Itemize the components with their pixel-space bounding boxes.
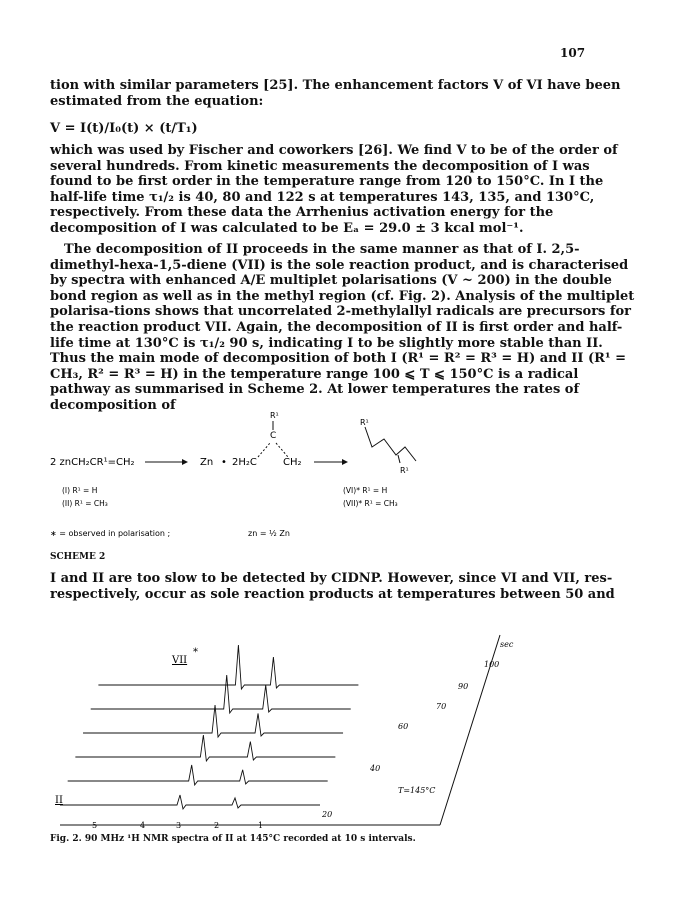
nmr-spectra-figure [0,625,680,855]
label-II: II [55,795,63,806]
paragraph-3 [50,242,635,414]
spectrum-trace [60,795,320,809]
product-bond [398,455,400,463]
figure-axes [60,635,500,825]
label-VII-star: * [193,647,198,658]
label-VII: VII [172,655,188,666]
footnote-star: ∗ = observed in polarisation ; [50,529,171,538]
spectrum-trace [98,645,358,689]
time-100: 100 [484,660,500,669]
spectrum-trace [83,705,343,737]
equation: V = I(t)/I₀(t) × (t/T₁) [50,121,198,136]
footnote-zn: zn = ½ Zn [248,529,290,538]
label-compound-II: (II) R¹ = CH₃ [62,499,108,508]
paragraph-4 [50,571,635,602]
allyl-bonds [258,443,288,457]
ppm-2: 2 [214,821,220,830]
scheme-2-diagram [0,405,680,555]
time-40: 40 [370,764,381,773]
ppm-5: 5 [92,821,98,830]
scheme-r1-top: R¹ [270,411,279,420]
time-70: 70 [436,702,447,711]
scheme-intermediate-dot: • [221,457,227,468]
product-skeleton [365,427,416,461]
time-60: 60 [398,722,409,731]
temperature-label: T=145°C [398,786,436,795]
scheme-ch2-right: CH₂ [283,457,302,468]
product-r1-top: R¹ [360,418,369,427]
ppm-4: 4 [140,821,146,830]
paragraph-2 [50,143,635,237]
product-r1-bottom: R¹ [400,466,409,475]
scheme-ch2-left: 2H₂C [232,457,257,468]
spectrum-trace [68,765,328,785]
scheme-c: C [270,431,277,441]
figure-caption: Fig. 2. 90 MHz ¹H NMR spectra of II at 145°C recorded at 10 s intervals. [50,834,416,844]
paragraph-4-text: I and II are too slow to be detected by CIDNP. However, since VI and VII, res-respectively, occur as sole reaction products at temperatures between 50 and [50,571,615,602]
scheme-reactant: 2 znCH₂CR¹=CH₂ [50,457,135,468]
time-20: 20 [322,810,333,819]
arrow-head-2 [342,459,348,465]
ppm-3: 3 [176,821,182,830]
paragraph-1-text: tion with similar parameters [25]. The enhancement factors V of VI have been estimated from the equation: [50,78,621,109]
label-compound-VI: (VI)* R¹ = H [343,486,388,495]
sec-label: sec [500,640,514,649]
scheme-title: SCHEME 2 [50,552,106,562]
arrow-head-1 [182,459,188,465]
label-compound-I: (I) R¹ = H [62,486,98,495]
spectrum-trace [75,735,335,761]
label-compound-VII: (VII)* R¹ = CH₃ [343,499,398,508]
ppm-1: 1 [258,821,264,830]
scheme-intermediate-zn: Zn [200,457,214,468]
spectrum-trace [91,675,351,713]
paragraph-3-text: The decomposition of II proceeds in the same manner as that of I. 2,5-dimethyl-hexa-1,5-diene (VII) is the sole reaction product, and is characterised by spectra with enhanced A/E multiplet polarisations (V ~ 200) in the double bond region as well as in the methyl region (cf. Fig. 2). Analysis of the multiplet polarisa-tions shows that uncorrelated 2-methylallyl radicals are precursors for the reaction product VII. Again, the decomposition of II is first order and half-life time at 130°C is τ₁/₂ 90 s, indicating I to be slightly more stable than II. Thus the main mode of decomposition of both I (R¹ = R² = R³ = H) and II (R¹ = CH₃, R² = R³ = H) in the temperature range 100 ⩽ T ⩽ 150°C is a radical pathway as summarised in Scheme 2. At lower temperatures the rates of decomposition of [50,242,635,413]
paragraph-2-text: which was used by Fischer and coworkers [26]. We find V to be of the order of several hundreds. From kinetic measurements the decomposition of I was found to be first order in the temperature range from 120 to 150°C. In I the half-life time τ₁/₂ is 40, 80 and 122 s at temperatures 143, 135, and 130°C, respectively. From these data the Arrhenius activation energy for the decomposition of I was calculated to be Eₐ = 29.0 ± 3 kcal mol⁻¹. [50,143,618,236]
page-number: 107 [560,46,586,60]
time-90: 90 [458,682,469,691]
spectra-baselines [60,645,358,809]
paragraph-1 [50,78,635,109]
